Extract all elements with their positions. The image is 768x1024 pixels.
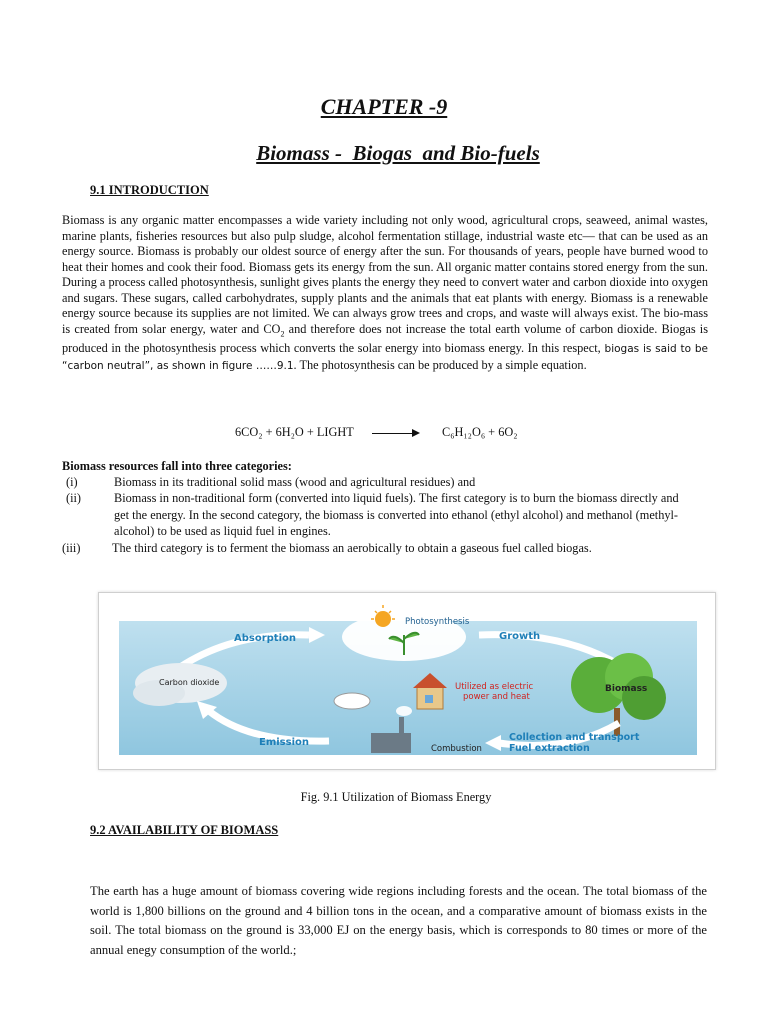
intro-text-cont: and therefore does not increase the total earth volume of carbon dioxide. Biogas is produced in the photosynthesis process which converts the solar energy into biomass energy. In this respect, <box>62 321 708 356</box>
list-item-number: (i) <box>66 475 78 489</box>
carbon-neutral-text: biogas is said to be “carbon neutral”, as shown in figure ……9.1 <box>62 343 709 372</box>
list-item-number: (ii) <box>66 491 82 505</box>
label-carbon-dioxide: Carbon dioxide <box>159 678 220 687</box>
label-emission: Emission <box>259 737 309 748</box>
label-growth: Growth <box>499 631 541 642</box>
intro-text: Biomass is any organic matter encompasses a wide variety including not only wood, agricultural crops, seaweed, animal wastes, marine plants, fisheries resources but also pulp sludge, alcohol fermentation stillage, industrial waste etc— that can be used as an energy source. Biomass is probably our oldest source of energy after the sun. For thousands of years, people have burned wood to heat their homes and cook their food. Biomass gets its energy from the sun. All organic matter contains stored energy from the sun. During a process called photosynthesis, sunlight gives plants the energy they need to convert water and carbon dioxide into oxygen and sugars. These sugars, called carbohydrates, supply plants and the animals that eat plants with energy. Biomass is a renewable energy source because its supplies are not limited. We can always grow trees and crops, and waste will always exist. The bio-mass is created from solar energy, water and CO <box>62 213 708 336</box>
label-absorption: Absorption <box>234 633 297 644</box>
section-heading-intro: 9.1 INTRODUCTION <box>90 183 209 197</box>
label-fuel-extraction: Fuel extraction <box>509 743 590 754</box>
list-item-text: Biomass in its traditional solid mass (wood and agricultural residues) and <box>114 475 476 489</box>
label-utilized-1: Utilized as electric <box>455 682 534 692</box>
chapter-heading: CHAPTER -9 <box>320 94 448 119</box>
factory-icon <box>371 733 411 753</box>
biomass-cycle-figure <box>98 592 716 770</box>
label-photosynthesis: Photosynthesis <box>405 617 470 627</box>
list-item-text: The third category is to ferment the biomass an aerobically to obtain a gaseous fuel called biogas. <box>112 541 592 555</box>
intro-paragraph <box>62 213 708 374</box>
figure-caption: Fig. 9.1 Utilization of Biomass Energy <box>300 790 492 804</box>
label-biomass: Biomass <box>605 684 648 694</box>
biomass-cycle-diagram <box>99 593 715 769</box>
list-item-number: (iii) <box>62 541 81 555</box>
label-utilized-2: power and heat <box>463 692 530 702</box>
equation-reactants: 6CO₂ + 6H₂O + LIGHT <box>235 425 354 439</box>
categories-heading: Biomass resources fall into three categories: <box>62 459 292 473</box>
availability-paragraph: The earth has a huge amount of biomass covering wide regions including forests and the ocean. The total biomass of the world is 1,800 billions on the ground and 4 billion tons in the ocean, and a comparative amount of biomass exists in the soil. The total biomass on the ground is 33,000 EJ on the energy basis, which is corresponds to 80 times or more of the annual enegy consumption of the world.; <box>90 884 707 957</box>
label-combustion: Combustion <box>431 744 482 754</box>
label-collection: Collection and transport <box>509 732 640 743</box>
car-icon <box>334 693 370 709</box>
chapter-title: Biomass - Biogas and Bio-fuels <box>256 141 540 165</box>
photosynthesis-equation <box>0 425 768 443</box>
sun-icon <box>375 611 391 627</box>
list-item-text: Biomass in non-traditional form (converted into liquid fuels). The first category is to burn the biomass directly and get the energy. In the second category, the biomass is converted into ethanol (ethyl alcohol) and methanol (methyl-alcohol) to be used as liquid fuel in engines. <box>114 491 679 538</box>
intro-text-end: . The photosynthesis can be produced by a simple equation. <box>293 357 587 372</box>
section-heading-availability: 9.2 AVAILABILITY OF BIOMASS <box>90 823 279 837</box>
co2-subscript: 2 <box>280 328 285 338</box>
equation-arrow-icon <box>372 433 418 434</box>
equation-products: C₆H₁₂O₆ + 6O₂ <box>442 425 518 439</box>
